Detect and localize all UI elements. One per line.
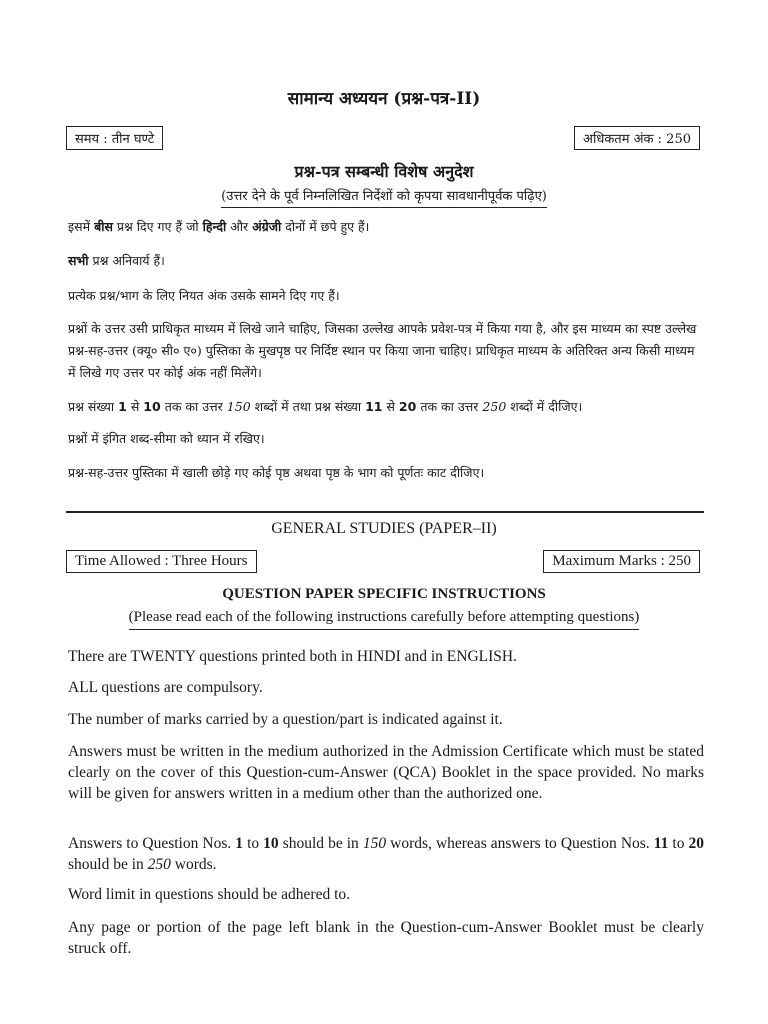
text: प्रश्न संख्या bbox=[68, 399, 115, 414]
number: 10 bbox=[143, 399, 161, 414]
hindi-instruction-1 bbox=[68, 216, 704, 238]
text: दोनों में छपे हुए हैं। bbox=[285, 219, 370, 234]
english-time-box: Time Allowed : Three Hours bbox=[66, 550, 257, 573]
text: words. bbox=[170, 856, 217, 873]
text: तक का उत्तर bbox=[164, 399, 223, 414]
hindi-marks-box: अधिकतम अंक : 250 bbox=[574, 126, 700, 150]
english-instructions-heading: QUESTION PAPER SPECIFIC INSTRUCTIONS bbox=[222, 586, 546, 602]
hindi-instruction-7: प्रश्न-सह-उत्तर पुस्तिका में खाली छोड़े गए कोई पृष्ठ अथवा पृष्ठ के भाग को पूर्णतः काट दीजिए। bbox=[68, 465, 485, 480]
number: 10 bbox=[263, 835, 279, 852]
english-instruction-3: The number of marks carried by a question/part is indicated against it. bbox=[68, 711, 503, 728]
english-instruction-4: Answers must be written in the medium authorized in the Admission Certificate which must be stated clearly on the cover of this Question-cum-Answer (QCA) Booklet in the space provided. No marks will be given for answers written in a medium other than the authorized one. bbox=[68, 743, 704, 802]
text-bold: अंग्रेजी bbox=[252, 219, 282, 234]
text: तक का उत्तर bbox=[420, 399, 479, 414]
text: से bbox=[130, 399, 140, 414]
english-subheading-text: (Please read each of the following instructions carefully before attempting questions) bbox=[129, 609, 640, 630]
english-instructions-subheading bbox=[0, 609, 768, 630]
section-divider bbox=[66, 511, 704, 513]
text: प्रश्न अनिवार्य हैं। bbox=[92, 253, 165, 268]
hindi-subheading-text: (उत्तर देने के पूर्व निम्नलिखित निर्देशों को कृपया सावधानीपूर्वक पढ़िए) bbox=[221, 186, 547, 208]
text-bold: बीस bbox=[94, 219, 113, 234]
number-italic: 250 bbox=[147, 856, 171, 873]
number: 20 bbox=[398, 399, 417, 414]
number: 11 bbox=[653, 835, 669, 852]
hindi-instruction-5 bbox=[68, 396, 704, 418]
hindi-instruction-2 bbox=[68, 250, 704, 272]
text: से bbox=[386, 399, 395, 414]
text: to bbox=[668, 835, 689, 852]
number-italic: 150 bbox=[362, 835, 387, 852]
text: should be in bbox=[278, 835, 363, 852]
text: words, whereas answers to Question Nos. bbox=[386, 835, 654, 852]
number: 1 bbox=[235, 835, 244, 852]
text: इसमें bbox=[68, 219, 91, 234]
english-instruction-7: Any page or portion of the page left blank in the Question-cum-Answer Booklet must be clearly struck off. bbox=[68, 919, 704, 957]
text: शब्दों में दीजिए। bbox=[510, 399, 583, 414]
hindi-instructions-heading: प्रश्न-पत्र सम्बन्धी विशेष अनुदेश bbox=[294, 162, 474, 181]
text-bold: सभी bbox=[68, 253, 89, 268]
text: प्रश्न दिए गए हैं जो bbox=[116, 219, 199, 234]
number-italic: 150 bbox=[226, 399, 251, 414]
text: to bbox=[243, 835, 264, 852]
hindi-instruction-6: प्रश्नों में इंगित शब्द-सीमा को ध्यान में रखिए। bbox=[68, 431, 265, 446]
text: शब्दों में तथा प्रश्न संख्या bbox=[254, 399, 362, 414]
hindi-instruction-4: प्रश्नों के उत्तर उसी प्राधिकृत माध्यम में लिखे जाने चाहिए, जिसका उल्लेख आपके प्रवेश-पत्र में किया गया है, और इस माध्यम का स्पष्ट उल्लेख प्रश्न-सह-उत्तर (क्यू० सी० ए०) पुस्तिका के मुखपृष्ठ पर निर्दिष्ट स्थान पर किया जाना चाहिए। प्राधिकृत माध्यम के अतिरिक्त अन्य किसी माध्यम में लिखे गए उत्तर पर कोई अंक नहीं मिलेंगे। bbox=[68, 321, 697, 380]
english-instruction-6: Word limit in questions should be adhered to. bbox=[68, 886, 351, 903]
text: और bbox=[230, 219, 249, 234]
text: should be in bbox=[68, 856, 148, 873]
text-bold: हिन्दी bbox=[202, 219, 227, 234]
number: 11 bbox=[365, 399, 383, 414]
english-paper-title: GENERAL STUDIES (PAPER–II) bbox=[271, 520, 497, 537]
english-instruction-1: There are TWENTY questions printed both in HINDI and in ENGLISH. bbox=[68, 648, 517, 665]
text: Answers to Question Nos. bbox=[68, 835, 236, 852]
hindi-instructions-subheading bbox=[0, 186, 768, 208]
english-instruction-2: ALL questions are compulsory. bbox=[68, 679, 263, 696]
number: 1 bbox=[118, 399, 127, 414]
number: 20 bbox=[688, 835, 705, 852]
hindi-instruction-3: प्रत्येक प्रश्न/भाग के लिए नियत अंक उसके सामने दिए गए हैं। bbox=[68, 288, 340, 303]
number-italic: 250 bbox=[482, 399, 507, 414]
hindi-paper-title: सामान्य अध्ययन (प्रश्न-पत्र-II) bbox=[287, 89, 481, 109]
english-instruction-5 bbox=[68, 833, 704, 875]
english-marks-box: Maximum Marks : 250 bbox=[543, 550, 700, 573]
hindi-time-box: समय : तीन घण्टे bbox=[66, 126, 163, 150]
